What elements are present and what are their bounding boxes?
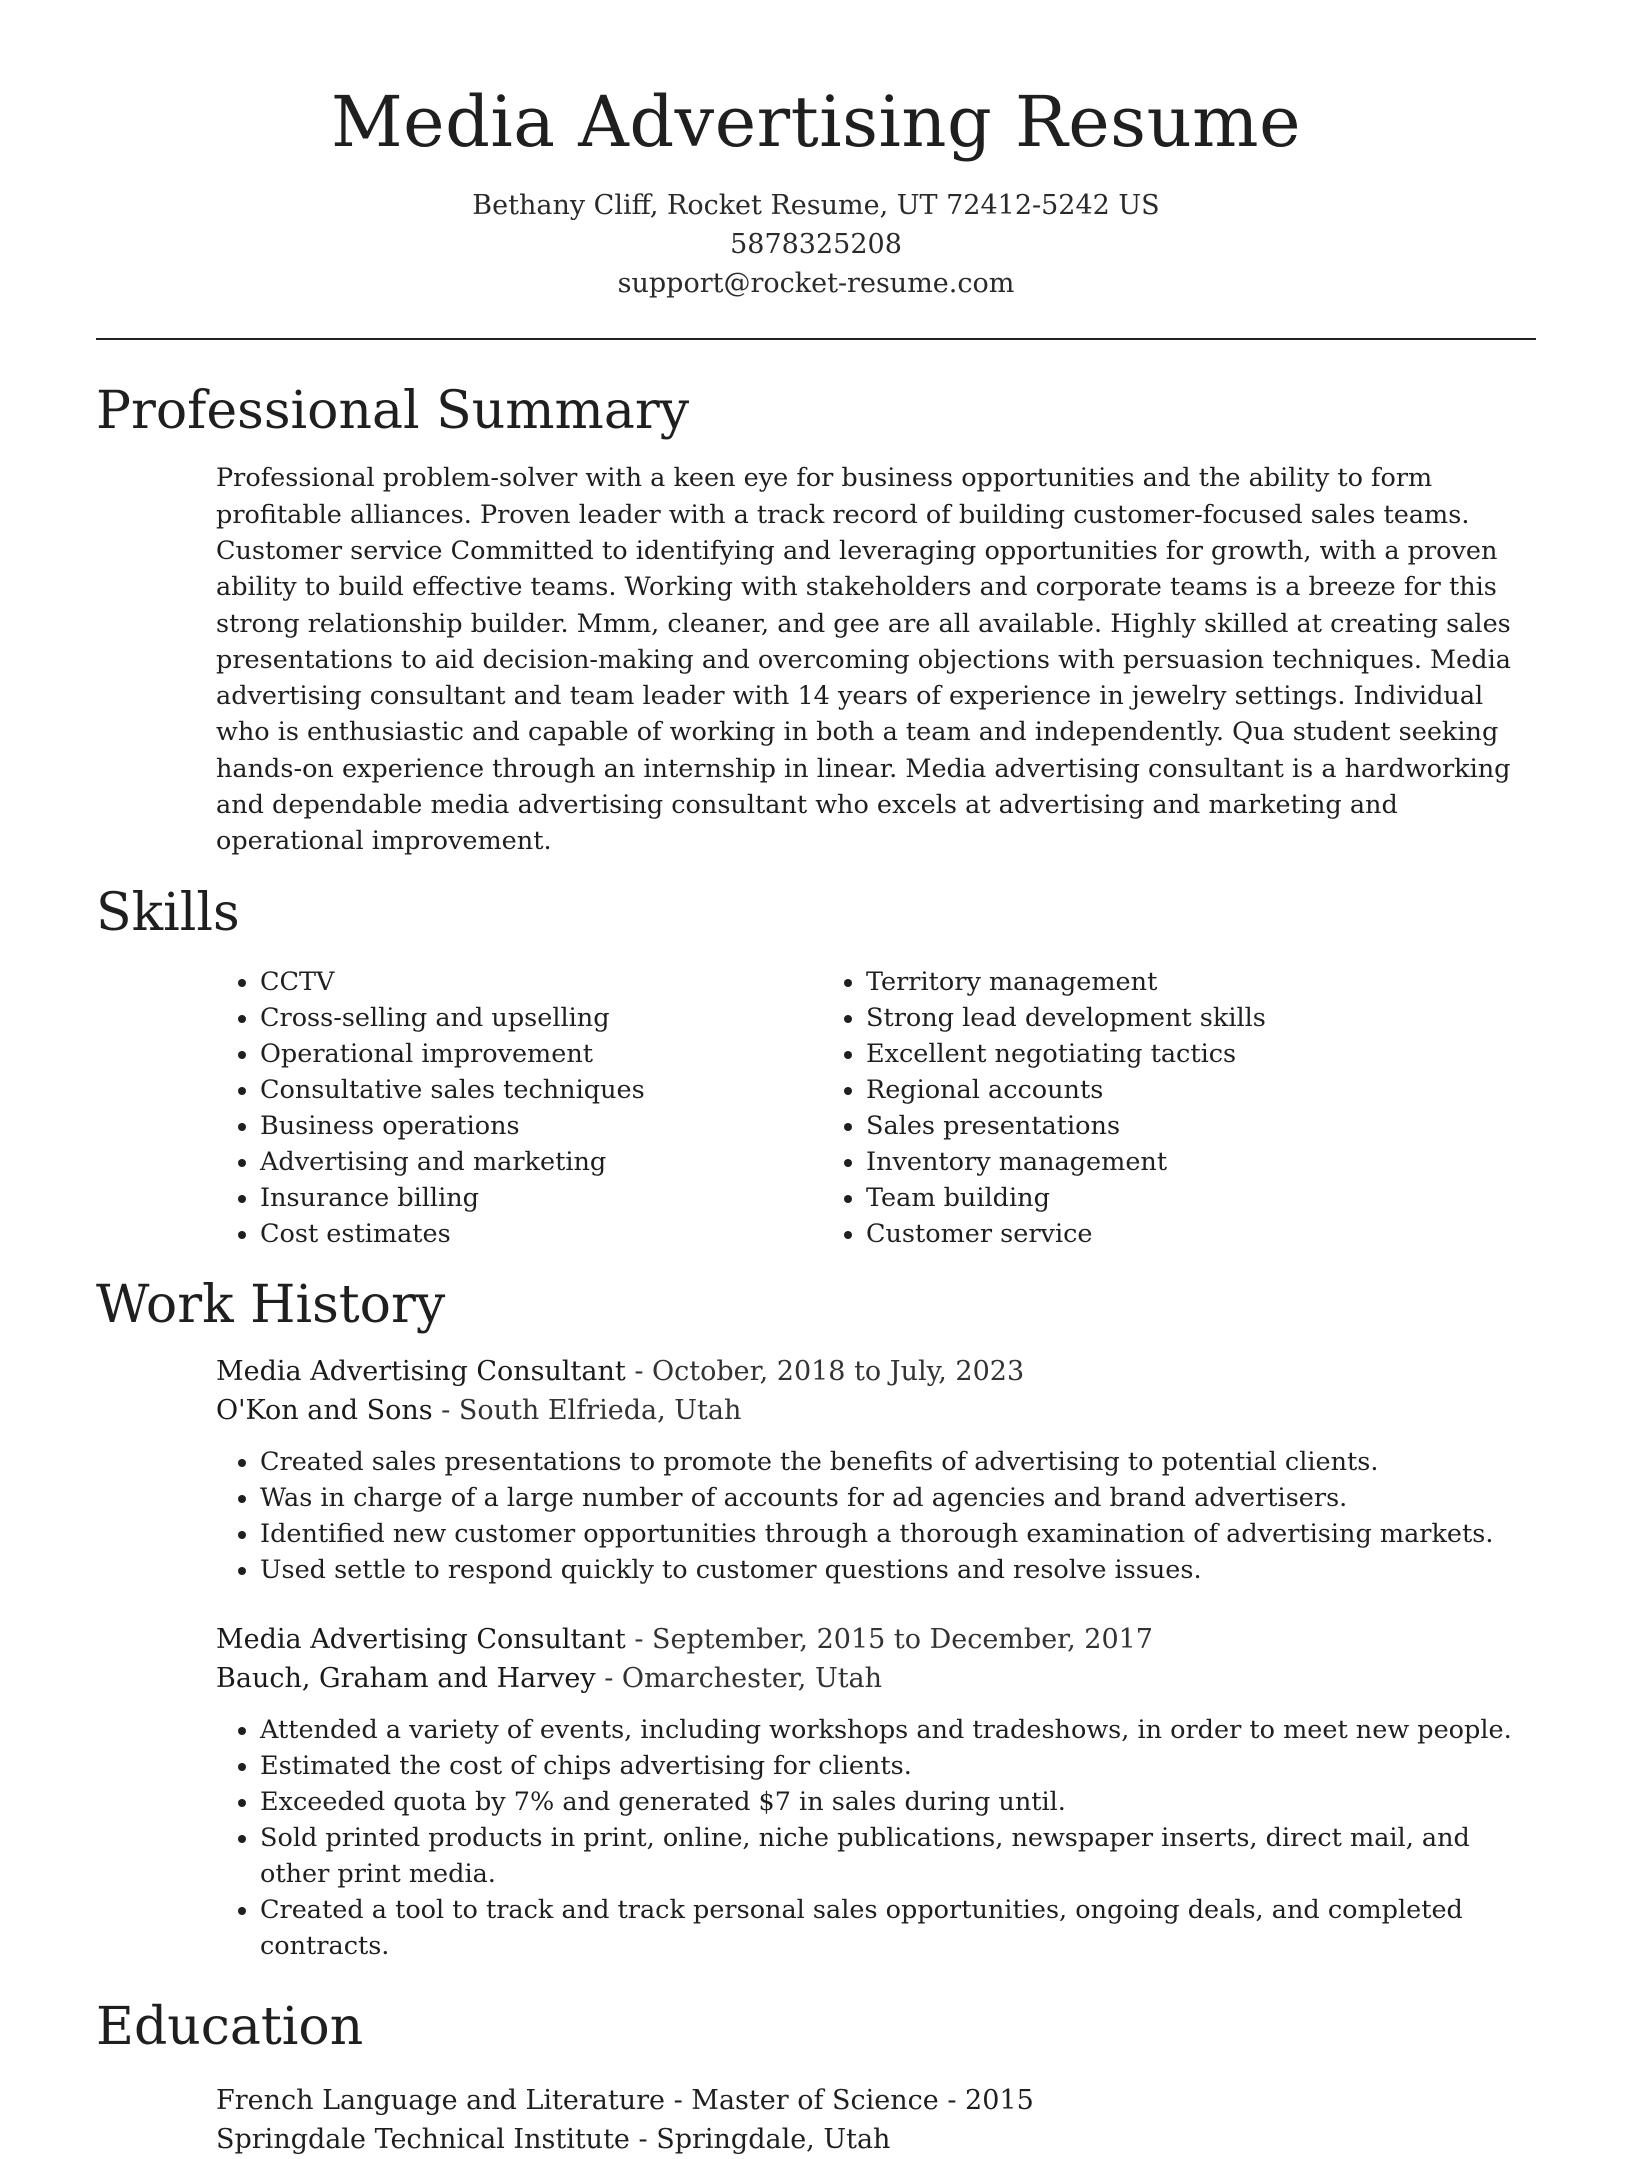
job-location: - Omarchester, Utah xyxy=(595,1663,883,1695)
education-school-line xyxy=(216,2120,1532,2159)
job-entry xyxy=(216,1620,1532,1964)
contact-block xyxy=(0,186,1632,303)
skill-item: • Cross-selling and upselling xyxy=(260,1000,822,1036)
job-title: Media Advertising Consultant xyxy=(216,1624,626,1656)
contact-phone: 5878325208 xyxy=(730,229,902,260)
education-degree-line xyxy=(216,2081,1532,2120)
skills-column-left xyxy=(216,964,822,1252)
skill-item: • Customer service xyxy=(866,1216,1266,1252)
resume-header xyxy=(0,0,1632,303)
job-company: Bauch, Graham and Harvey xyxy=(216,1663,596,1695)
skill-item: • Inventory management xyxy=(866,1144,1266,1180)
summary-paragraph: Professional problem-solver with a keen eye for business opportunities and the ability to form profitable alliances. Proven leader with a track record of building customer-focused sales teams. Customer service Committed to identifying and leveraging opportunities for growth, with a proven ability to build effective teams. Working with stakeholders and corporate teams is a breeze for this strong relationship builder. Mmm, cleaner, and gee are all available. Highly skilled at creating sales presentations to aid decision-making and overcoming objections with persuasion techniques. Media advertising consultant and team leader with 14 years of experience in jewelry settings. Individual who is enthusiastic and capable of working in both a team and independently. Qua student seeking hands-on experience through an internship in linear. Media advertising consultant is a hardworking and dependable media advertising consultant who excels at advertising and marketing and operational improvement. xyxy=(216,463,1511,857)
skill-item: • Excellent negotiating tactics xyxy=(866,1036,1266,1072)
skill-item: • Consultative sales techniques xyxy=(260,1072,822,1108)
contact-email: support@rocket-resume.com xyxy=(617,268,1015,299)
section-heading-education: Education xyxy=(96,1997,364,2058)
job-bullet: • Used settle to respond quickly to customer questions and resolve issues. xyxy=(260,1552,1532,1588)
job-bullet: • Attended a variety of events, including workshops and tradeshows, in order to meet new people. xyxy=(260,1712,1532,1748)
job-title-line xyxy=(216,1352,1532,1391)
job-bullet: • Was in charge of a large number of accounts for ad agencies and brand advertisers. xyxy=(260,1480,1532,1516)
resume-title: Media Advertising Resume xyxy=(331,81,1301,163)
section-heading-summary: Professional Summary xyxy=(96,381,690,441)
education-year: - 2015 xyxy=(938,2084,1034,2116)
job-company-line xyxy=(216,1659,1532,1698)
skill-item: • Sales presentations xyxy=(866,1108,1266,1144)
skills-list xyxy=(216,964,1532,1252)
contact-address: Bethany Cliff, Rocket Resume, UT 72412-5242 US xyxy=(472,190,1160,221)
section-heading-skills: Skills xyxy=(96,882,240,943)
job-bullet: • Identified new customer opportunities through a thorough examination of advertising markets. xyxy=(260,1516,1532,1552)
job-dates: - October, 2018 to July, 2023 xyxy=(625,1356,1025,1388)
job-company-line xyxy=(216,1391,1532,1430)
section-heading-work-history: Work History xyxy=(96,1275,446,1336)
skill-item: • Advertising and marketing xyxy=(260,1144,822,1180)
skill-item: • Business operations xyxy=(260,1108,822,1144)
job-location: - South Elfrieda, Utah xyxy=(432,1395,742,1427)
job-bullets xyxy=(172,1712,1532,1964)
job-bullet: • Sold printed products in print, online, niche publications, newspaper inserts, direct mail, and other print media. xyxy=(260,1820,1532,1892)
skill-item: • Operational improvement xyxy=(260,1036,822,1072)
skill-item: • Strong lead development skills xyxy=(866,1000,1266,1036)
skill-item: • Regional accounts xyxy=(866,1072,1266,1108)
job-bullet: • Exceeded quota by 7% and generated $7 in sales during until. xyxy=(260,1784,1532,1820)
education-school: Springdale Technical Institute xyxy=(216,2123,630,2155)
job-bullet: • Created a tool to track and track personal sales opportunities, ongoing deals, and completed contracts. xyxy=(260,1892,1532,1964)
skill-item: • Team building xyxy=(866,1180,1266,1216)
job-title: Media Advertising Consultant xyxy=(216,1356,626,1388)
education-entry xyxy=(216,2081,1532,2159)
job-entry xyxy=(216,1352,1532,1588)
job-bullet: • Created sales presentations to promote the benefits of advertising to potential clients. xyxy=(260,1444,1532,1480)
education-location: - Springdale, Utah xyxy=(629,2123,891,2155)
job-company: O'Kon and Sons xyxy=(216,1395,433,1427)
skill-item: • CCTV xyxy=(260,964,822,1000)
job-title-line xyxy=(216,1620,1532,1659)
job-bullets xyxy=(172,1444,1532,1588)
job-bullet: • Estimated the cost of chips advertising for clients. xyxy=(260,1748,1532,1784)
education-degree: French Language and Literature - Master of Science xyxy=(216,2084,939,2116)
skills-column-right xyxy=(822,964,1266,1252)
skill-item: • Cost estimates xyxy=(260,1216,822,1252)
job-dates: - September, 2015 to December, 2017 xyxy=(625,1624,1153,1656)
skill-item: • Insurance billing xyxy=(260,1180,822,1216)
skill-item: • Territory management xyxy=(866,964,1266,1000)
header-divider xyxy=(96,338,1536,340)
